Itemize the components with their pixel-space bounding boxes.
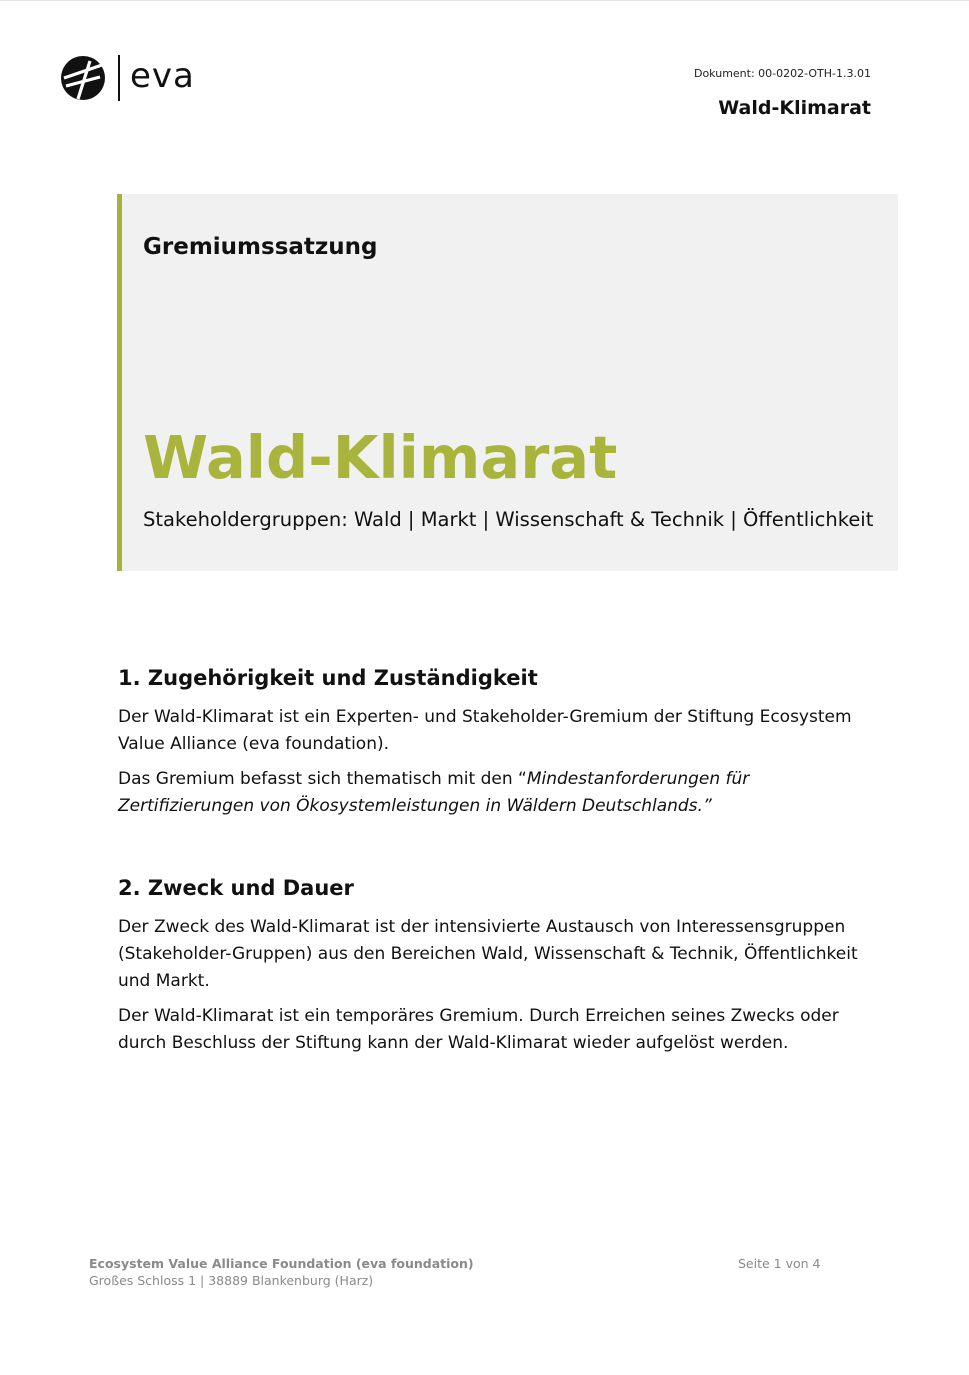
section-heading: 2. Zweck und Dauer (118, 876, 354, 900)
stakeholder-groups: Stakeholdergruppen: Wald | Markt | Wissenschaft & Technik | Öffentlichkeit (143, 508, 874, 531)
section-paragraph: Der Wald-Klimarat ist ein temporäres Gremium. Durch Erreichen seines Zwecks oder durch Beschluss der Stiftung kann der Wald-Klimarat wieder aufgelöst werden. (118, 1006, 839, 1053)
eva-logo-icon (60, 55, 106, 101)
section-affiliation (118, 666, 878, 828)
eva-logo (60, 54, 195, 102)
section-paragraph (118, 766, 878, 820)
logo-wordmark: eva (130, 56, 195, 96)
document-type: Gremiumssatzung (143, 234, 378, 260)
section-heading: 1. Zugehörigkeit und Zuständigkeit (118, 666, 538, 690)
header-document-title: Wald-Klimarat (718, 97, 871, 119)
title-card (117, 194, 898, 571)
page-top-border (0, 0, 969, 1)
footer-address: Großes Schloss 1 | 38889 Blankenburg (Harz) (89, 1273, 374, 1288)
paragraph-emphasis: Mindestanforderungen für Zertifizierungen von Ökosystemleistungen in Wäldern Deutschlands.” (118, 769, 750, 816)
footer-organization: Ecosystem Value Alliance Foundation (eva foundation) (89, 1256, 474, 1271)
logo-divider (118, 55, 120, 101)
page-number: Seite 1 von 4 (738, 1256, 821, 1271)
paragraph-text: Das Gremium befasst sich thematisch mit den “ (118, 769, 527, 789)
section-paragraph: Der Wald-Klimarat ist ein Experten- und Stakeholder-Gremium der Stiftung Ecosystem Value Alliance (eva foundation). (118, 707, 852, 754)
section-purpose (118, 876, 878, 1065)
section-paragraph: Der Zweck des Wald-Klimarat ist der intensivierte Austausch von Interessensgruppen (Stakeholder-Gruppen) aus den Bereichen Wald, Wissenschaft & Technik, Öffentlichkeit und Markt. (118, 917, 858, 991)
document-title: Wald-Klimarat (143, 423, 618, 492)
document-id: Dokument: 00-0202-OTH-1.3.01 (693, 67, 871, 80)
